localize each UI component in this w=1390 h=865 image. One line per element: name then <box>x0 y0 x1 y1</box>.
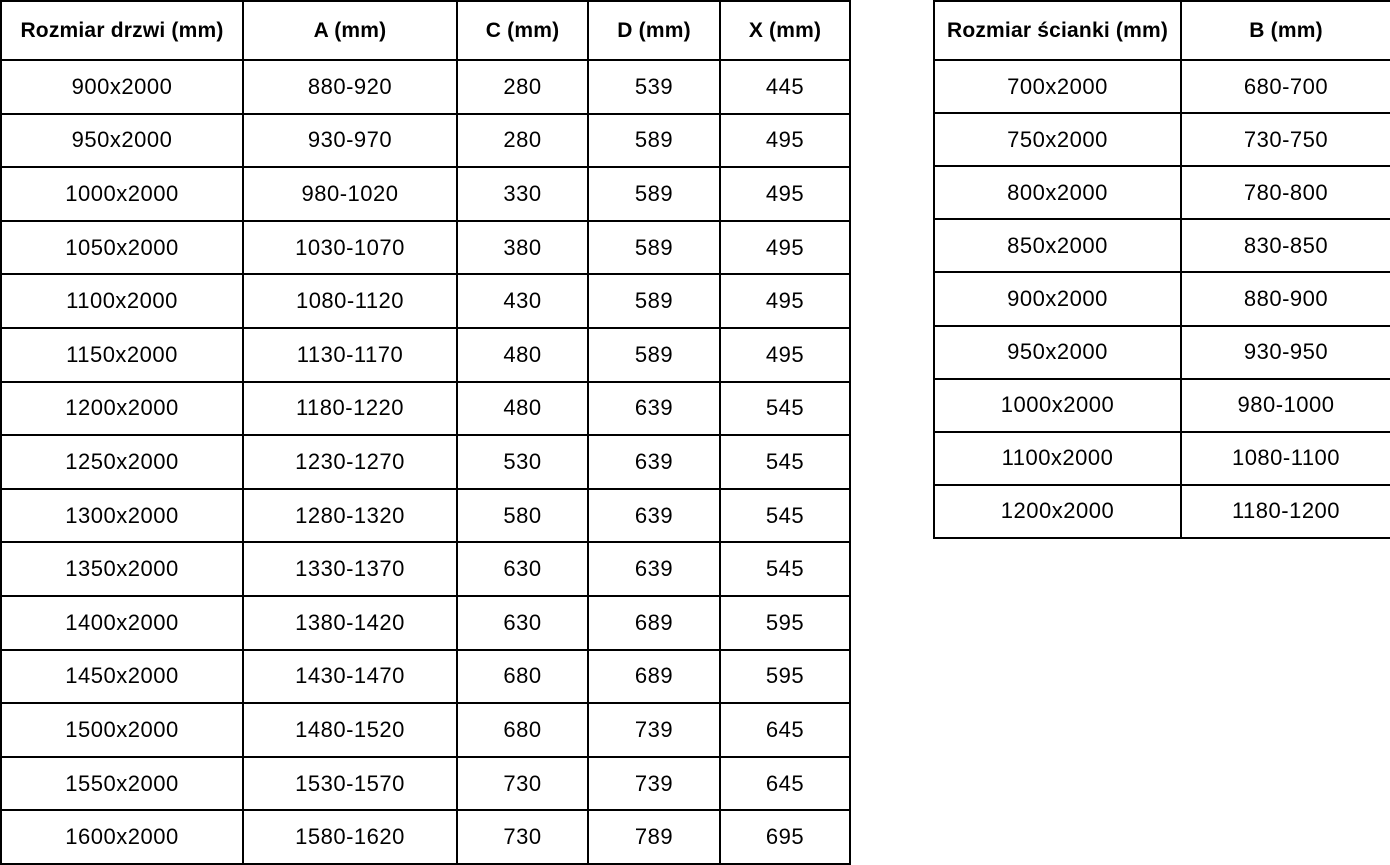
wall-sizes-table-header <box>934 1 1390 60</box>
table-cell: 1330-1370 <box>243 542 457 596</box>
table-row <box>1 167 850 221</box>
table-row <box>934 379 1390 432</box>
table-row <box>1 650 850 704</box>
table-cell: 1530-1570 <box>243 757 457 811</box>
table-cell: 630 <box>457 542 588 596</box>
table-cell: 930-970 <box>243 114 457 168</box>
table-cell: 1000x2000 <box>1 167 243 221</box>
table-cell: 545 <box>720 382 850 436</box>
table-cell: 1350x2000 <box>1 542 243 596</box>
table-cell: 730 <box>457 810 588 864</box>
table-cell: 689 <box>588 650 720 704</box>
table-row <box>934 113 1390 166</box>
table-cell: 645 <box>720 757 850 811</box>
table-cell: 1080-1100 <box>1181 432 1390 485</box>
header-cell: D (mm) <box>588 1 720 60</box>
table-cell: 495 <box>720 274 850 328</box>
table-row <box>934 60 1390 113</box>
table-row <box>1 221 850 275</box>
table-cell: 739 <box>588 757 720 811</box>
table-cell: 1100x2000 <box>934 432 1181 485</box>
table-cell: 1250x2000 <box>1 435 243 489</box>
table-cell: 1000x2000 <box>934 379 1181 432</box>
table-cell: 589 <box>588 274 720 328</box>
table-cell: 589 <box>588 114 720 168</box>
table-cell: 1380-1420 <box>243 596 457 650</box>
table-cell: 880-900 <box>1181 272 1390 325</box>
table-cell: 589 <box>588 328 720 382</box>
table-cell: 880-920 <box>243 60 457 114</box>
table-cell: 980-1020 <box>243 167 457 221</box>
table-cell: 980-1000 <box>1181 379 1390 432</box>
table-row <box>1 274 850 328</box>
table-cell: 930-950 <box>1181 326 1390 379</box>
table-cell: 1230-1270 <box>243 435 457 489</box>
header-cell: Rozmiar drzwi (mm) <box>1 1 243 60</box>
table-row <box>1 757 850 811</box>
table-cell: 1050x2000 <box>1 221 243 275</box>
table-cell: 1300x2000 <box>1 489 243 543</box>
table-cell: 495 <box>720 167 850 221</box>
header-cell: X (mm) <box>720 1 850 60</box>
door-sizes-table-body <box>1 60 850 864</box>
table-row <box>1 542 850 596</box>
table-cell: 739 <box>588 703 720 757</box>
table-cell: 1200x2000 <box>934 485 1181 538</box>
table-cell: 495 <box>720 221 850 275</box>
table-cell: 1200x2000 <box>1 382 243 436</box>
wall-sizes-table-body <box>934 60 1390 538</box>
table-cell: 595 <box>720 650 850 704</box>
table-row <box>1 810 850 864</box>
table-cell: 545 <box>720 435 850 489</box>
table-cell: 1450x2000 <box>1 650 243 704</box>
table-cell: 495 <box>720 328 850 382</box>
table-cell: 589 <box>588 221 720 275</box>
table-row <box>934 219 1390 272</box>
table-cell: 800x2000 <box>934 166 1181 219</box>
table-row <box>1 60 850 114</box>
table-cell: 750x2000 <box>934 113 1181 166</box>
table-cell: 445 <box>720 60 850 114</box>
table-cell: 789 <box>588 810 720 864</box>
table-cell: 280 <box>457 60 588 114</box>
table-cell: 595 <box>720 596 850 650</box>
table-cell: 480 <box>457 328 588 382</box>
table-cell: 330 <box>457 167 588 221</box>
header-cell: A (mm) <box>243 1 457 60</box>
table-cell: 850x2000 <box>934 219 1181 272</box>
table-cell: 1400x2000 <box>1 596 243 650</box>
table-cell: 1130-1170 <box>243 328 457 382</box>
wall-sizes-table <box>933 0 1390 539</box>
table-cell: 1580-1620 <box>243 810 457 864</box>
table-cell: 1500x2000 <box>1 703 243 757</box>
table-cell: 695 <box>720 810 850 864</box>
table-cell: 1550x2000 <box>1 757 243 811</box>
table-row <box>934 432 1390 485</box>
table-cell: 900x2000 <box>1 60 243 114</box>
table-cell: 580 <box>457 489 588 543</box>
table-cell: 545 <box>720 542 850 596</box>
table-cell: 1180-1220 <box>243 382 457 436</box>
table-cell: 639 <box>588 489 720 543</box>
table-cell: 639 <box>588 382 720 436</box>
header-row <box>934 1 1390 60</box>
table-cell: 1080-1120 <box>243 274 457 328</box>
table-row <box>1 435 850 489</box>
table-cell: 700x2000 <box>934 60 1181 113</box>
header-cell: C (mm) <box>457 1 588 60</box>
header-row <box>1 1 850 60</box>
table-cell: 950x2000 <box>1 114 243 168</box>
table-cell: 1180-1200 <box>1181 485 1390 538</box>
table-cell: 1100x2000 <box>1 274 243 328</box>
table-cell: 380 <box>457 221 588 275</box>
table-cell: 1150x2000 <box>1 328 243 382</box>
table-row <box>1 382 850 436</box>
header-cell: B (mm) <box>1181 1 1390 60</box>
table-cell: 1480-1520 <box>243 703 457 757</box>
table-cell: 280 <box>457 114 588 168</box>
table-cell: 950x2000 <box>934 326 1181 379</box>
table-cell: 495 <box>720 114 850 168</box>
table-cell: 730-750 <box>1181 113 1390 166</box>
table-cell: 545 <box>720 489 850 543</box>
table-cell: 1030-1070 <box>243 221 457 275</box>
table-cell: 645 <box>720 703 850 757</box>
table-cell: 639 <box>588 542 720 596</box>
table-row <box>1 114 850 168</box>
table-cell: 830-850 <box>1181 219 1390 272</box>
table-cell: 539 <box>588 60 720 114</box>
table-cell: 430 <box>457 274 588 328</box>
header-cell: Rozmiar ścianki (mm) <box>934 1 1181 60</box>
table-cell: 1430-1470 <box>243 650 457 704</box>
table-cell: 680-700 <box>1181 60 1390 113</box>
table-cell: 680 <box>457 650 588 704</box>
table-cell: 680 <box>457 703 588 757</box>
table-row <box>934 272 1390 325</box>
table-cell: 530 <box>457 435 588 489</box>
table-cell: 480 <box>457 382 588 436</box>
door-sizes-table-header <box>1 1 850 60</box>
table-row <box>934 326 1390 379</box>
table-row <box>934 485 1390 538</box>
table-cell: 639 <box>588 435 720 489</box>
table-row <box>934 166 1390 219</box>
table-row <box>1 328 850 382</box>
table-row <box>1 489 850 543</box>
table-cell: 1280-1320 <box>243 489 457 543</box>
table-cell: 730 <box>457 757 588 811</box>
table-row <box>1 596 850 650</box>
table-cell: 689 <box>588 596 720 650</box>
table-cell: 1600x2000 <box>1 810 243 864</box>
table-row <box>1 703 850 757</box>
table-cell: 630 <box>457 596 588 650</box>
table-cell: 900x2000 <box>934 272 1181 325</box>
table-cell: 780-800 <box>1181 166 1390 219</box>
table-cell: 589 <box>588 167 720 221</box>
